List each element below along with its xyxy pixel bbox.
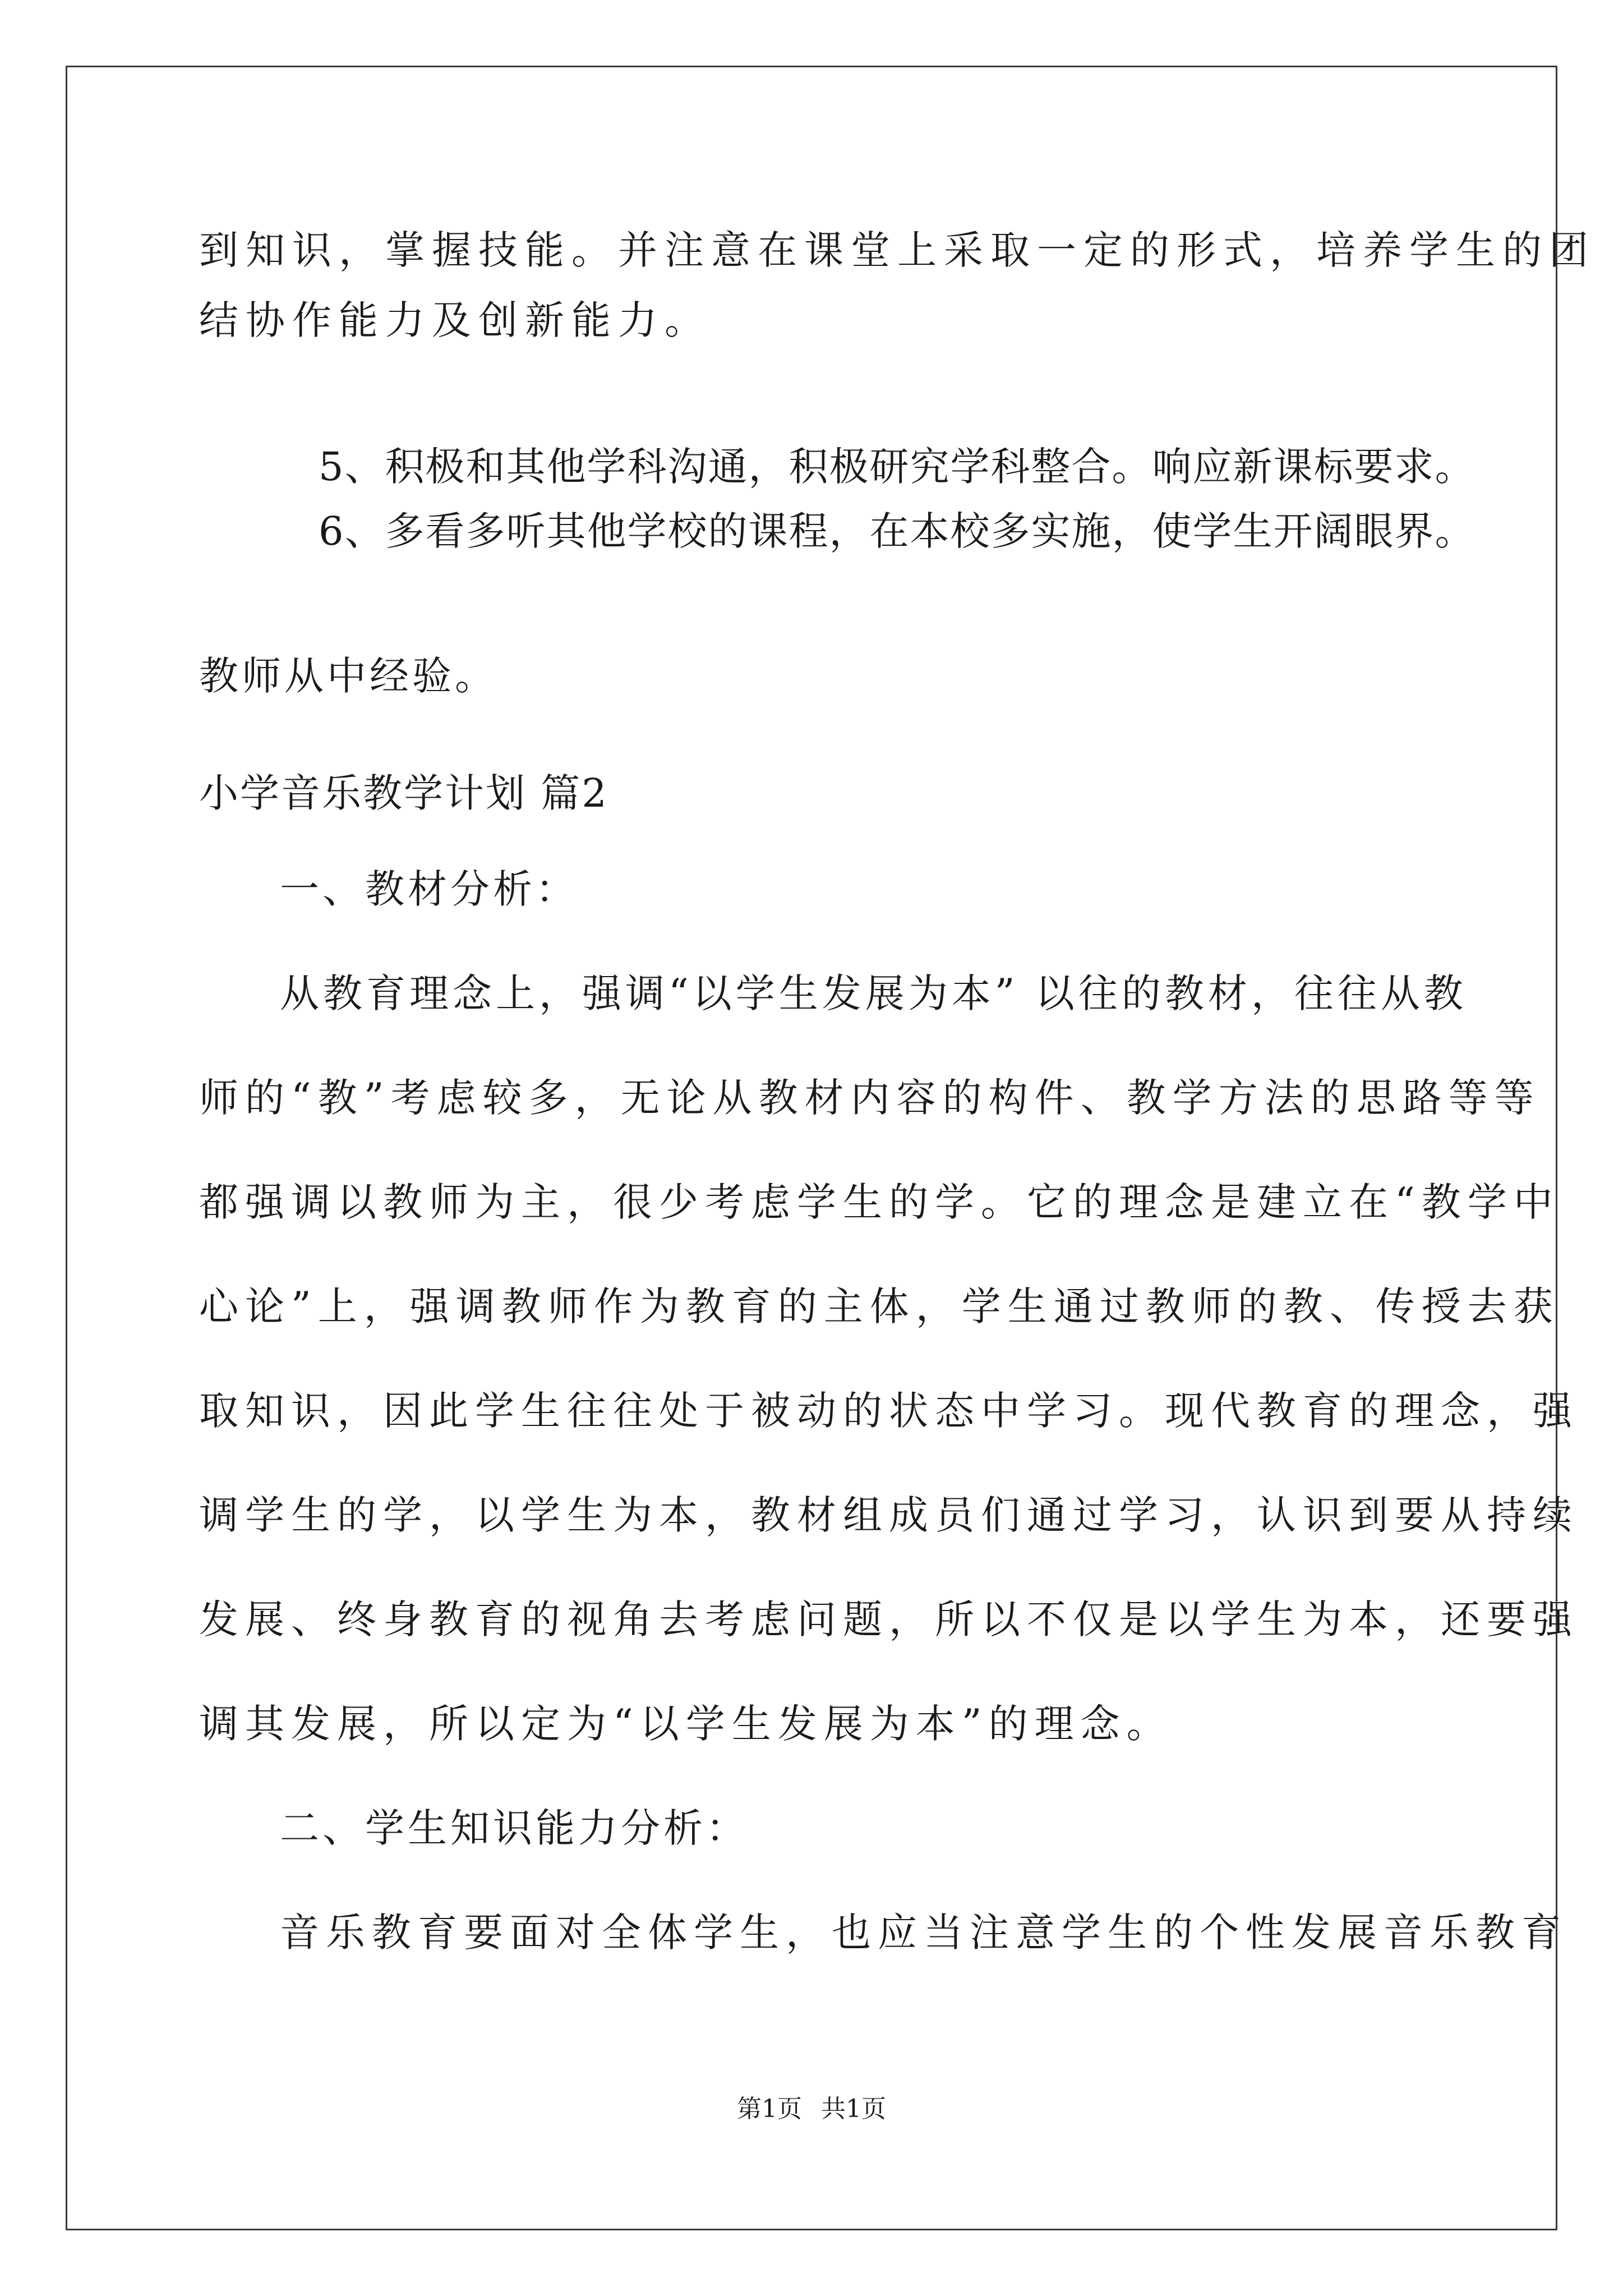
- body-line: 取知识，因此学生往往处于被动的状态中学习。现代教育的理念，强: [199, 1388, 1579, 1434]
- body-line: 从教育理念上，强调“以学生发展为本” 以往的教材，往往从教: [280, 970, 1467, 1016]
- page-border: [66, 66, 1557, 2230]
- body-line: 都强调以教师为主，很少考虑学生的学。它的理念是建立在“教学中: [199, 1179, 1560, 1225]
- body-line: 调其发展，所以定为“以学生发展为本”的理念。: [199, 1701, 1173, 1747]
- page-footer: [0, 2092, 1623, 2126]
- body-line: 教师从中经验。: [199, 653, 497, 699]
- page-total: 共1页: [821, 2095, 886, 2123]
- section-title: 小学音乐教学计划 篇2: [199, 770, 608, 816]
- subheading-textbook-analysis: 一、教材分析：: [280, 866, 578, 912]
- body-line: 调学生的学，以学生为本，教材组成员们通过学习，认识到要从持续: [199, 1492, 1579, 1538]
- list-item-6: 6、多看多听其他学校的课程，在本校多实施，使学生开阔眼界。: [319, 508, 1476, 554]
- body-line: 心论”上，强调教师作为教育的主体，学生通过教师的教、传授去获: [199, 1283, 1560, 1329]
- subheading-student-analysis: 二、学生知识能力分析：: [280, 1805, 749, 1851]
- body-line: 发展、终身教育的视角去考虑问题，所以不仅是以学生为本，还要强: [199, 1596, 1579, 1642]
- page-number: 第1页: [737, 2095, 802, 2123]
- body-line: 到知识，掌握技能。并注意在课堂上采取一定的形式，培养学生的团: [199, 227, 1596, 273]
- list-item-5: 5、积极和其他学科沟通，积极研究学科整合。响应新课标要求。: [319, 444, 1476, 490]
- body-line: 结协作能力及创新能力。: [199, 297, 711, 343]
- body-line: 师的“教”考虑较多，无论从教材内容的构件、教学方法的思路等等: [199, 1075, 1541, 1121]
- body-line: 音乐教育要面对全体学生，也应当注意学生的个性发展音乐教育: [280, 1910, 1567, 1955]
